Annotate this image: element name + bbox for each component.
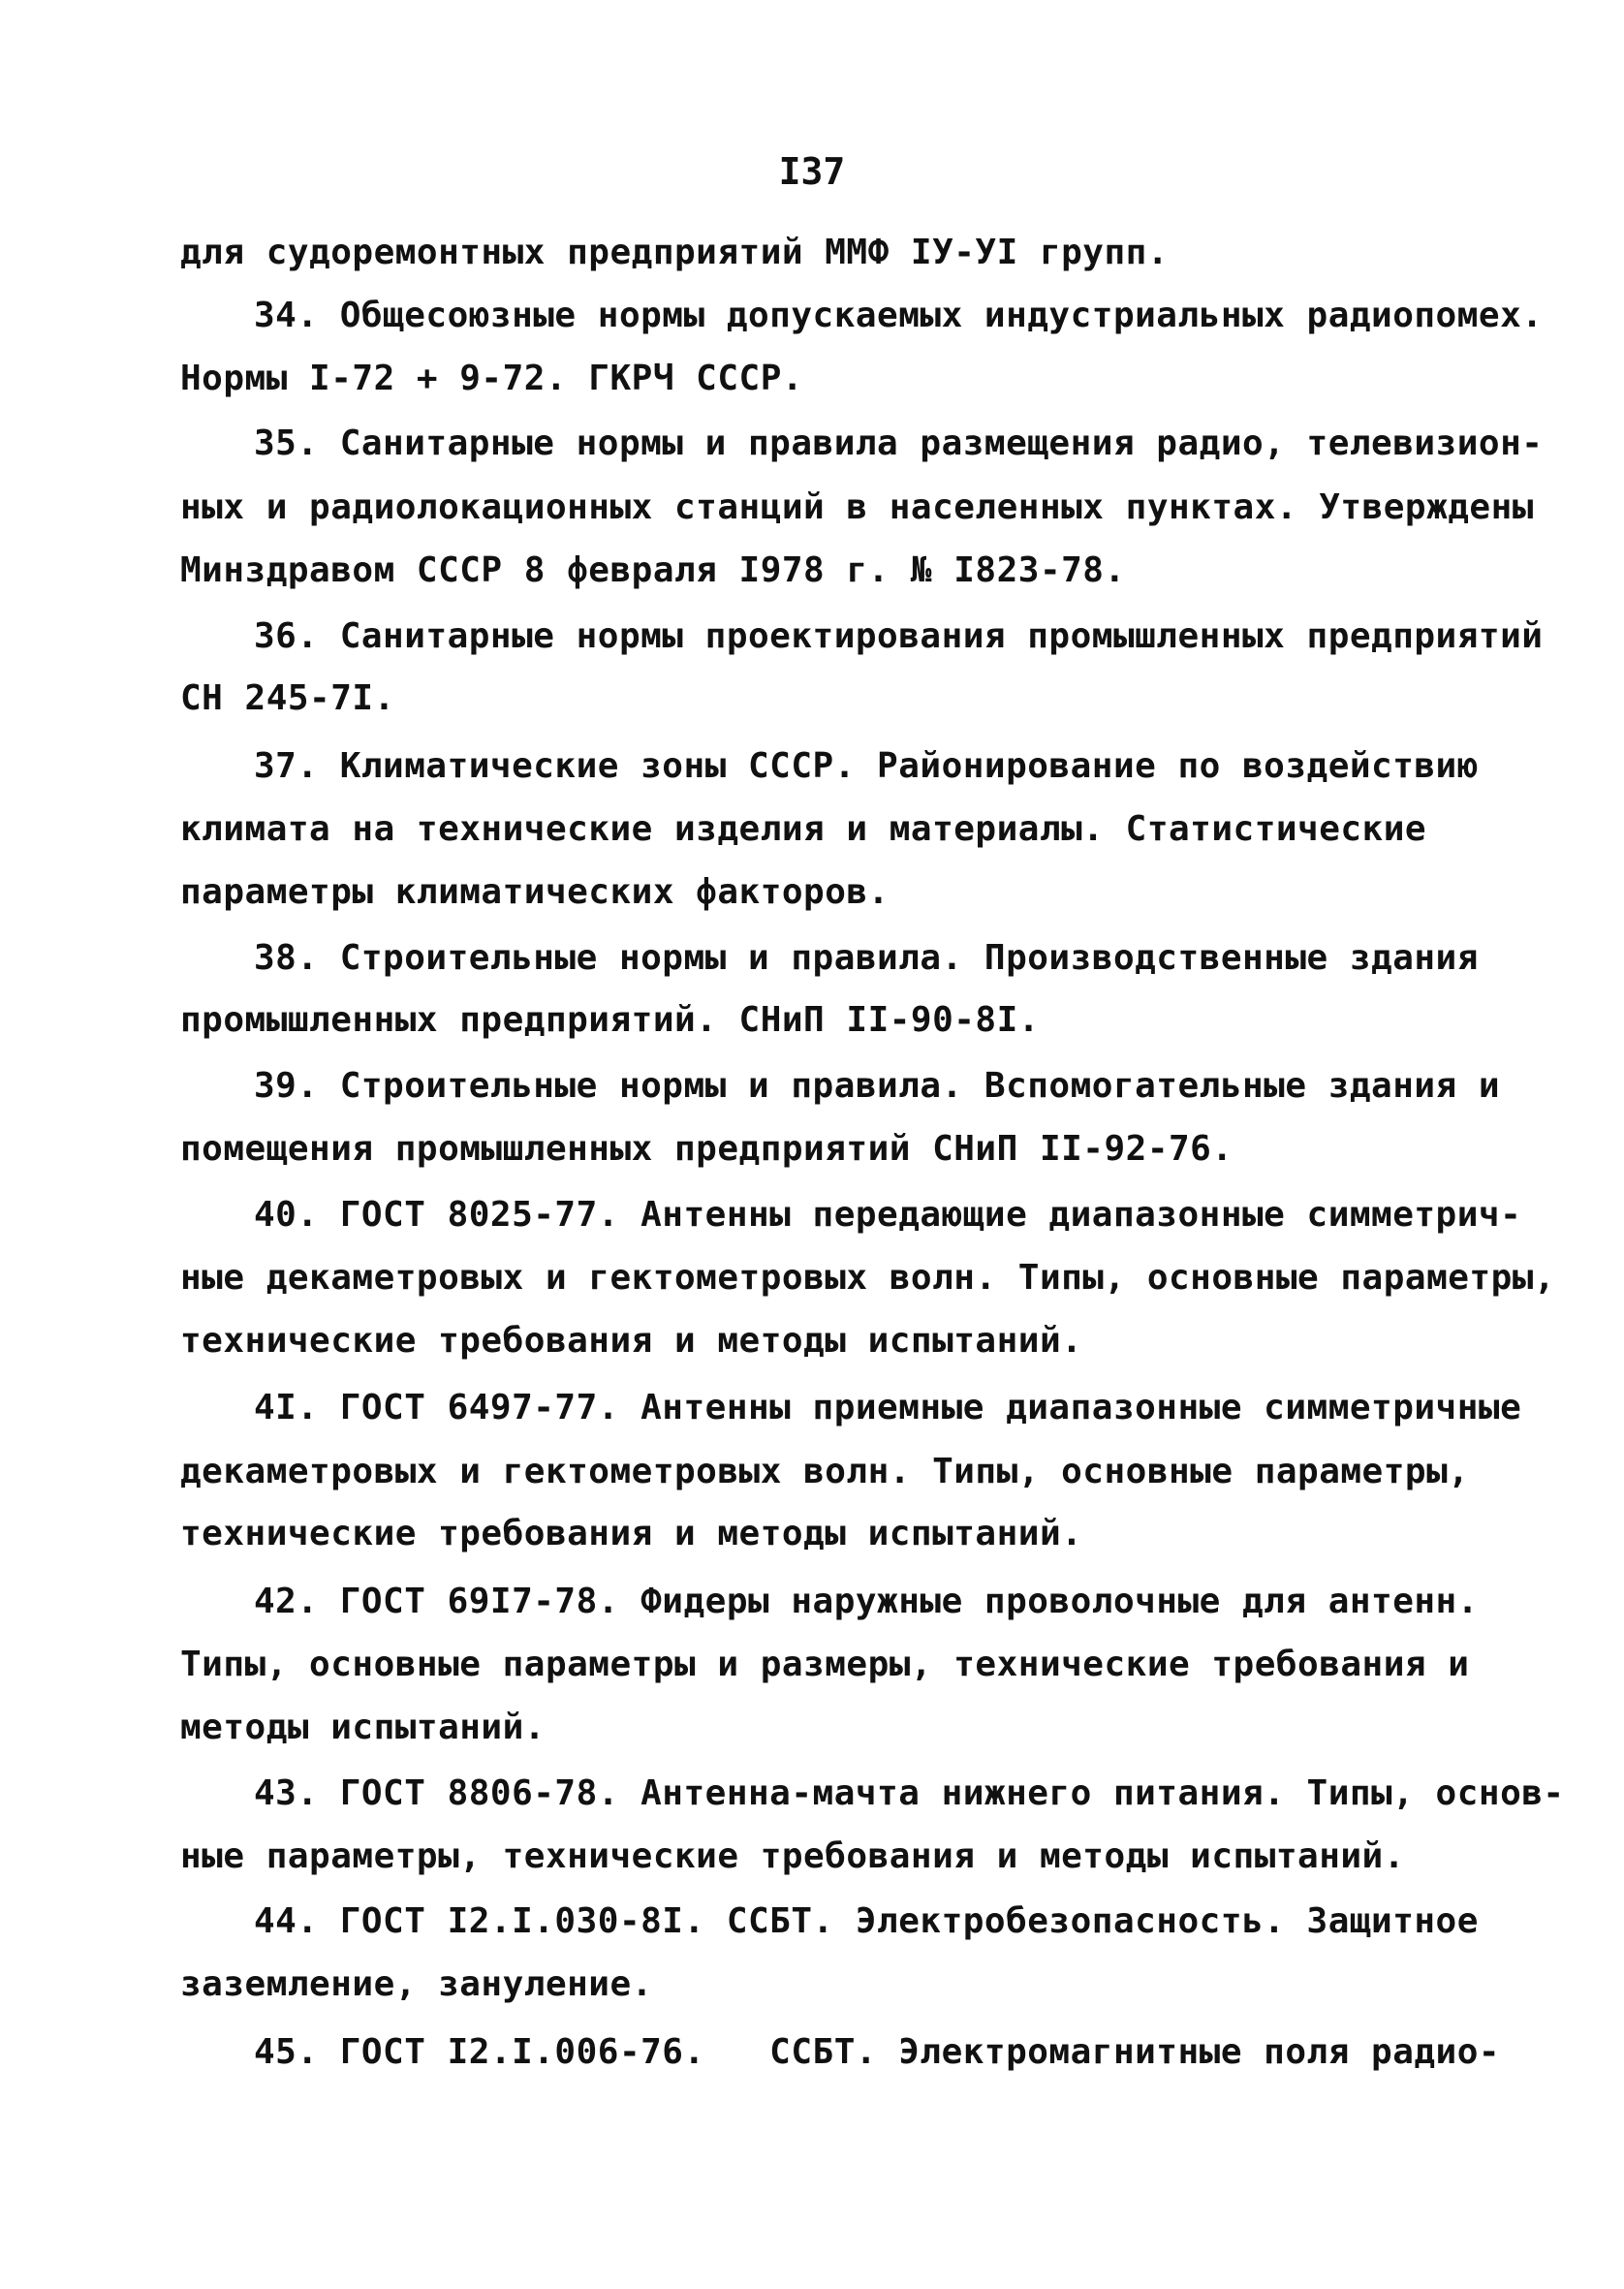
text-line: ные параметры, технические требования и методы испытаний. [180,1836,1405,1876]
text-line: 44. ГОСТ I2.I.030-8I. ССБТ. Электробезопасность. Защитное [254,1901,1479,1941]
text-line: климата на технические изделия и материалы. Статистические [180,809,1427,849]
text-line: промышленных предприятий. СНиП II-90-8I. [180,1000,1040,1040]
text-line: технические требования и методы испытаний. [180,1514,1083,1553]
text-line: ных и радиолокационных станций в населенных пунктах. Утверждены [180,487,1534,527]
text-line: 45. ГОСТ I2.I.006-76. ССБТ. Электромагнитные поля радио- [254,2032,1501,2072]
text-line: помещения промышленных предприятий СНиП II-92-76. [180,1129,1234,1169]
text-line: декаметровых и гектометровых волн. Типы, основные параметры, [180,1452,1470,1491]
text-line: ные декаметровых и гектометровых волн. Типы, основные параметры, [180,1258,1556,1298]
text-line: 43. ГОСТ 8806-78. Антенна-мачта нижнего питания. Типы, основ- [254,1773,1565,1813]
text-line: Минздравом СССР 8 февраля I978 г. № I823-78. [180,550,1126,590]
text-line: заземление, зануление. [180,1964,653,2004]
text-line: параметры климатических факторов. [180,872,890,912]
page-number: I37 [778,150,846,193]
text-line: 40. ГОСТ 8025-77. Антенны передающие диапазонные симметрич- [254,1195,1522,1235]
text-line: 39. Строительные нормы и правила. Вспомогательные здания и [254,1066,1501,1106]
text-line: 4I. ГОСТ 6497-77. Антенны приемные диапазонные симметричные [254,1388,1522,1427]
text-line: 37. Климатические зоны СССР. Районирование по воздействию [254,746,1479,786]
text-line: 34. Общесоюзные нормы допускаемых индустриальных радиопомех. [254,296,1544,335]
text-line: Типы, основные параметры и размеры, технические требования и [180,1645,1470,1684]
text-line: Нормы I-72 + 9-72. ГКРЧ СССР. [180,359,804,398]
text-line: для судоремонтных предприятий ММФ IУ-УI групп. [180,233,1169,272]
text-line: 36. Санитарные нормы проектирования промышленных предприятий [254,616,1544,656]
text-line: технические требования и методы испытаний. [180,1321,1083,1361]
text-line: 42. ГОСТ 69I7-78. Фидеры наружные проволочные для антенн. [254,1582,1479,1621]
text-line: 38. Строительные нормы и правила. Производственные здания [254,938,1479,978]
text-line: 35. Санитарные нормы и правила размещения радио, телевизион- [254,423,1544,463]
text-line: СН 245-7I. [180,678,395,718]
text-line: методы испытаний. [180,1708,546,1747]
